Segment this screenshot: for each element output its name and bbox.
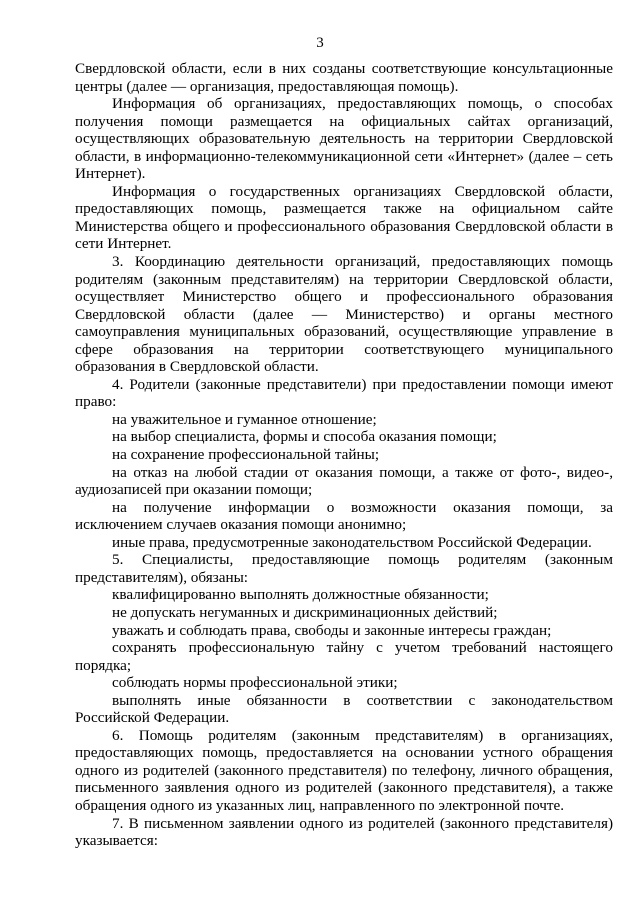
paragraph: 4. Родители (законные представители) при предоставлении помощи имеют право: <box>75 375 613 411</box>
paragraph: 6. Помощь родителям (законным представителям) в организациях, предоставляющих помощь, предоставляется на основании устного обращения одного из родителей (законного представителя) по телефону, личного обращения, письменного заявления одного из родителей (законного представителя), а также обращения одного из указанных лиц, направленного по электронной почте. <box>75 726 613 814</box>
list-item: на уважительное и гуманное отношение; <box>112 410 377 428</box>
list-item: на отказ на любой стадии от оказания помощи, а также от фото-, видео-, аудиозаписей при оказании помощи; <box>75 463 613 499</box>
list-item: не допускать негуманных и дискриминационных действий; <box>112 603 498 621</box>
document-body <box>75 60 613 850</box>
list-item: соблюдать нормы профессиональной этики; <box>112 674 398 692</box>
list-item: на получение информации о возможности оказания помощи, за исключением случаев оказания помощи анонимно; <box>75 498 613 534</box>
paragraph: Информация об организациях, предоставляющих помощь, о способах получения помощи размещается на официальных сайтах организаций, осуществляющих образовательную деятельность на территории Свердловской области, в информационно-телекоммуникационной сети «Интернет» (далее – сеть Интернет). <box>75 95 613 183</box>
list-item: выполнять иные обязанности в соответствии с законодательством Российской Федерации. <box>75 691 613 727</box>
list-item: на сохранение профессиональной тайны; <box>112 446 380 464</box>
paragraph: 3. Координацию деятельности организаций, предоставляющих помощь родителям (законным представителям) на территории Свердловской области, осуществляет Министерство общего и профессионального образования Свердловской области (далее — Министерство) и органы местного самоуправления муниципальных образований, осуществляющие управление в сфере образования на территории соответствующего муниципального образования в Свердловской области. <box>75 253 613 376</box>
list-item: сохранять профессиональную тайну с учетом требований настоящего порядка; <box>75 639 613 674</box>
paragraph: Информация о государственных организациях Свердловской области, предоставляющих помощь, размещается также на официальном сайте Министерства общего и профессионального образования Свердловской области в сети Интернет. <box>75 182 613 253</box>
page-number: 3 <box>316 35 324 51</box>
list-item: квалифицированно выполнять должностные обязанности; <box>112 586 489 604</box>
list-item: уважать и соблюдать права, свободы и законные интересы граждан; <box>112 621 552 639</box>
paragraph: Свердловской области, если в них созданы соответствующие консультационные центры (далее — организация, предоставляющая помощь). <box>75 60 613 95</box>
paragraph: 7. В письменном заявлении одного из родителей (законного представителя) указывается: <box>75 814 613 850</box>
list-item: иные права, предусмотренные законодательством Российской Федерации. <box>112 533 592 551</box>
list-item: на выбор специалиста, формы и способа оказания помощи; <box>112 428 497 446</box>
paragraph: 5. Специалисты, предоставляющие помощь родителям (законным представителям), обязаны: <box>75 551 613 586</box>
